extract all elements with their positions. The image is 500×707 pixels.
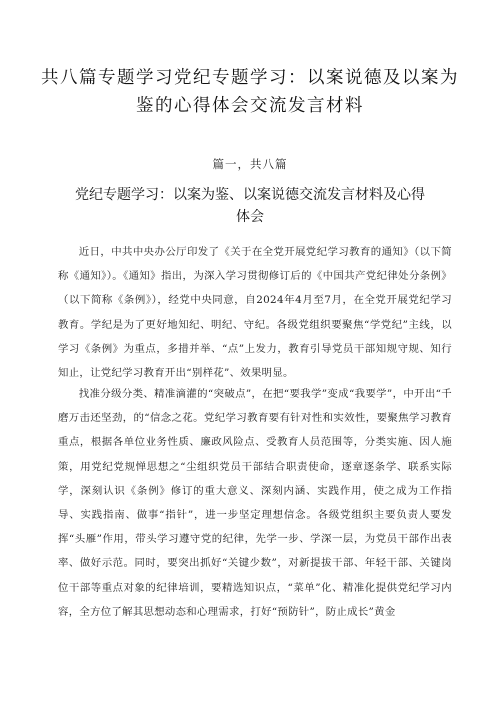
subtitle-line-1: 党纪专题学习：以案为鉴、以案说德交流发言材料及心得 [75, 187, 425, 203]
title-line-1: 共八篇专题学习党纪专题学习：以案说德及以案为 [41, 68, 459, 88]
subtitle-line-2: 体会 [236, 209, 264, 225]
section-subtitle [62, 184, 438, 228]
document-title [40, 64, 460, 120]
body-paragraph-1: 近日，中共中央办公厅印发了《关于在全党开展党纪学习教育的通知》（以下简称《通知》）。《通知》指出，为深入学习贯彻修订后的《中国共产党纪律处分条例》（以下简称《条例》），经党中央同意，自2024年4月至7月，在全党开展党纪学习教育。学纪是为了更好地知纪、明纪、守纪。各级党组织要聚焦“学党纪”主线，以学习《条例》为重点，多措并举、“点”上发力，教育引导党员干部知规守规、知行知止，让党纪学习教育开出“别样花”、效果明显。 [58, 246, 452, 380]
body-paragraph-2: 找准分级分类、精准滴灌的“突破点”，在把“要我学”变成“我要学”，中开出“千磨万击还坚劲，的“信念之花。党纪学习教育要有针对性和实效性，要聚焦学习教育重点，根据各单位业务性质、廉政风险点、受教育人员范围等，分类实施、因人施策，用党纪党规惮思想之“尘组织党员干部结合职责使命，逐章逐条学、联系实际学，深刻认识《条例》修订的重大意义、深刻内涵、实践作用，使之成为工作指导、实践指南、做事“指针”，进一步坚定理想信念。各级党组织主要负责人要发挥“头雁”作用，带头学习遵守党的纪律，先学一步、学深一层，为党员干部作出表率、做好示范。同时，要突出抓好“关键少数”，对新提拔干部、年轻干部、关键岗位干部等重点对象的纪律培训，要精选知识点，“菜单”化、精准化提供党纪学习内容，全方位了解其思想动态和心理需求，打好“预防针”，防止成长”黄金 [58, 388, 452, 618]
title-line-2: 鉴的心得体会交流发言材料 [136, 96, 364, 116]
section-label: 篇一，共八篇 [212, 157, 288, 171]
